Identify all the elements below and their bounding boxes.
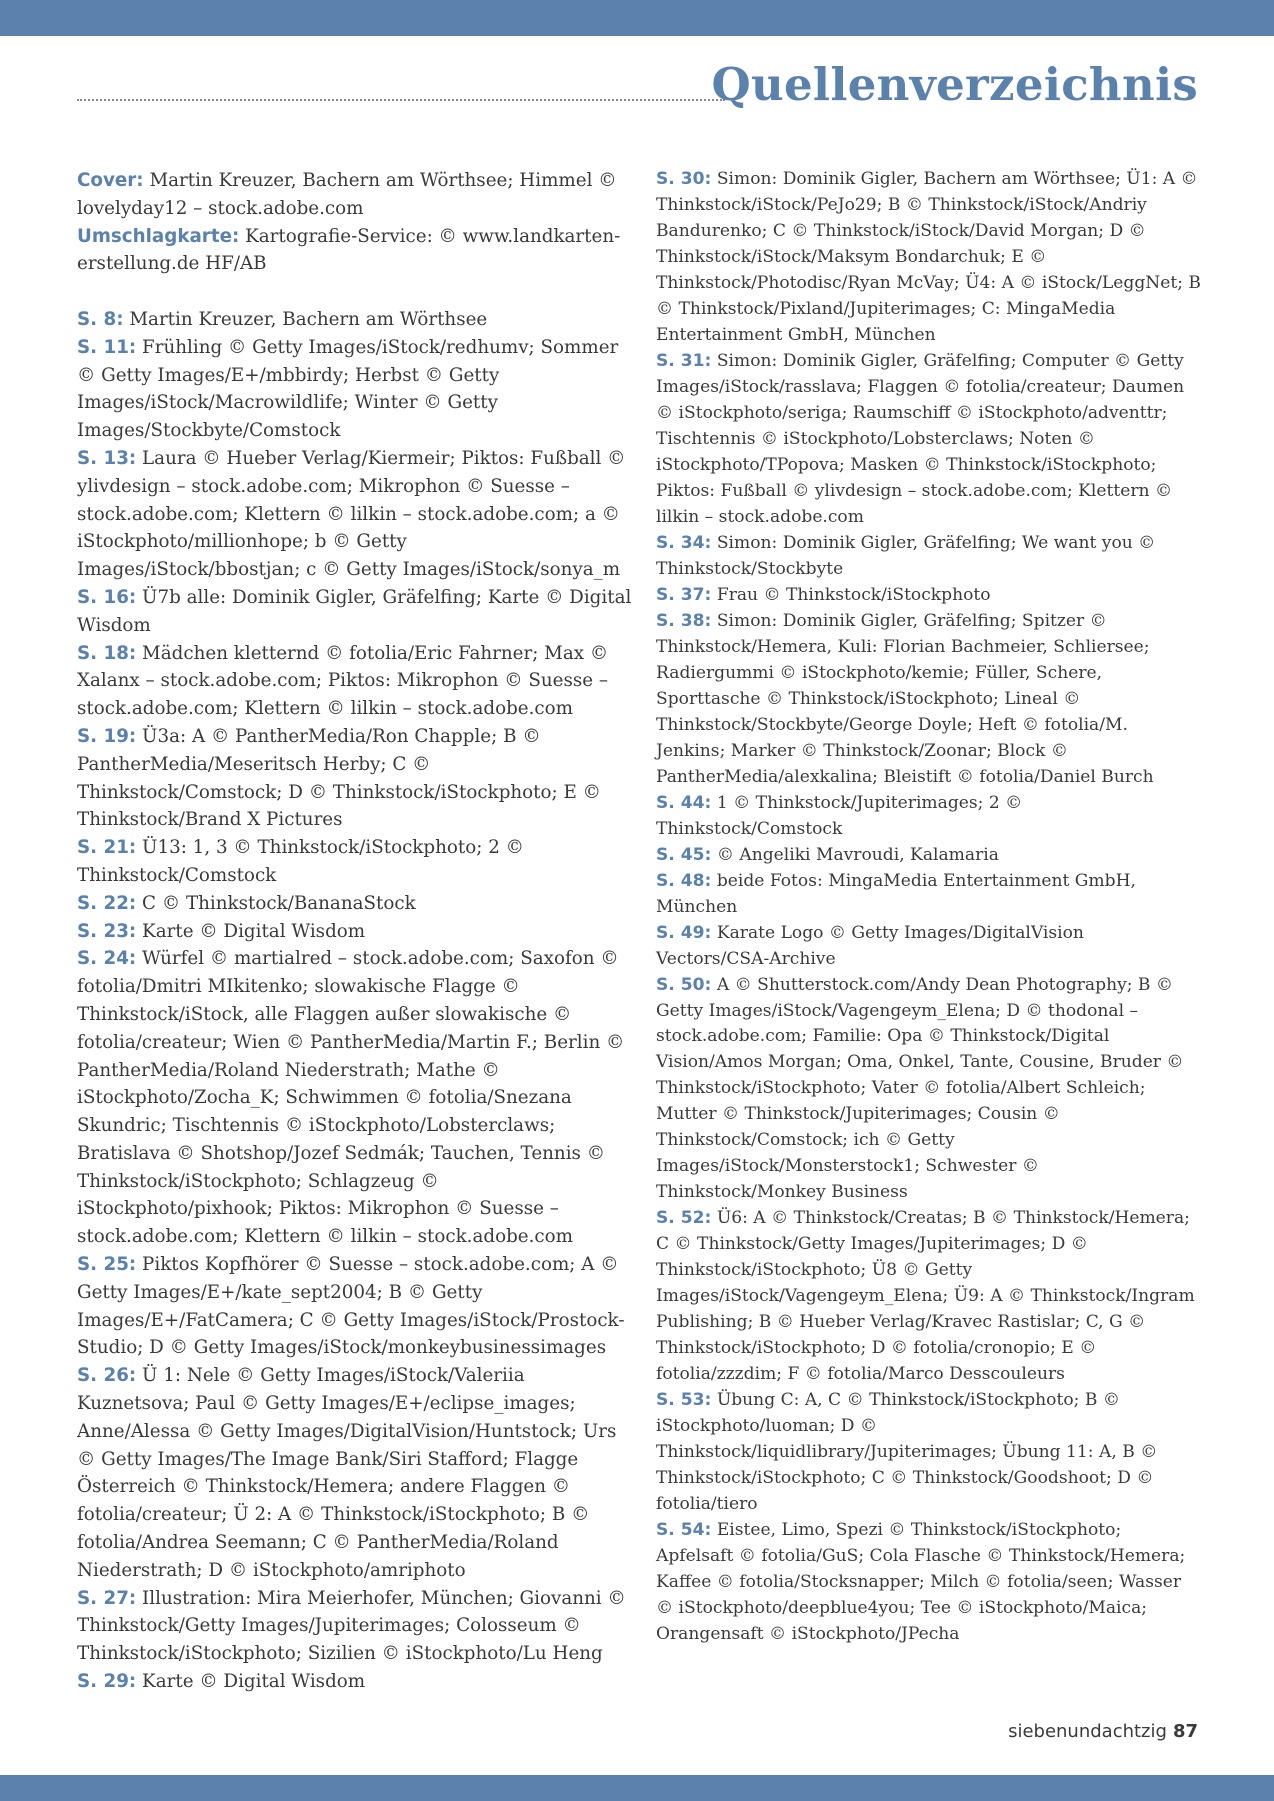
credit-text: Martin Kreuzer, Bachern am Wörthsee; Himmel © lovelyday12 – stock.adobe.com: [77, 170, 617, 219]
credit-text: Würfel © martialred – stock.adobe.com; Saxofon © fotolia/Dmitri MIkitenko; slowakische Flagge © Thinkstock/iStock, alle Flaggen außer slowakische © fotolia/createur; Wien © PantherMedia/Martin F.; Berlin © PantherMedia/Roland Niederstrath; Mathe © iStockphoto/Zocha_K; Schwimmen © fotolia/Snezana Skundric; Tischtennis © iStockphoto/Lobsterclaws; Bratislava © Shotshop/Jozef Sedmák; Tauchen, Tennis © Thinkstock/iStockphoto; Schlagzeug © iStockphoto/pixhook; Piktos: Mikrophon © Suesse – stock.adobe.com; Klettern © lilkin – stock.adobe.com: [77, 948, 625, 1248]
credit-label: S. 8:: [77, 308, 124, 330]
credit-text: 1 © Thinkstock/Jupiterimages; 2 © Thinkstock/Comstock: [656, 792, 1023, 839]
credit-label: S. 54:: [656, 1520, 712, 1541]
credit-entry: [656, 791, 1201, 843]
credit-entry: [77, 167, 632, 223]
credit-label: S. 48:: [656, 870, 712, 891]
credit-text: Ü13: 1, 3 © Thinkstock/iStockphoto; 2 © Thinkstock/Comstock: [77, 837, 524, 886]
credit-entry: [656, 921, 1201, 973]
credit-text: Ü 1: Nele © Getty Images/iStock/Valeriia Kuznetsova; Paul © Getty Images/E+/eclipse_images; Anne/Alessa © Getty Images/DigitalVision/Huntstock; Urs © Getty Images/The Image Bank/Siri Stafford; Flagge Österreich © Thinkstock/Hemera; andere Flaggen © fotolia/createur; Ü 2: A © Thinkstock/iStockphoto; B © fotolia/Andrea Seemann; C © PantherMedia/Roland Niederstrath; D © iStockphoto/amriphoto: [77, 1365, 617, 1581]
credit-label: S. 24:: [77, 948, 137, 970]
credit-label: S. 31:: [656, 350, 712, 371]
credit-label: S. 50:: [656, 974, 712, 995]
credit-entry: [77, 584, 632, 640]
credit-text: A © Shutterstock.com/Andy Dean Photography; B © Getty Images/iStock/Vagengeym_Elena; D © thodonal – stock.adobe.com; Familie: Opa © Thinkstock/Digital Vision/Amos Morgan; Oma, Onkel, Tante, Cousine, Bruder © Thinkstock/iStockphoto; Vater © fotolia/Albert Schleich; Mutter © Thinkstock/Jupiterimages; Cousin © Thinkstock/Comstock; ich © Getty Images/iStock/Monsterstock1; Schwester © Thinkstock/Monkey Business: [656, 974, 1184, 1203]
credit-label: S. 21:: [77, 837, 137, 859]
credit-label: S. 16:: [77, 586, 137, 608]
credit-entry: [656, 973, 1201, 1207]
credit-entry: [77, 1668, 632, 1696]
credit-text: Mädchen kletternd © fotolia/Eric Fahrner; Max © Xalanx – stock.adobe.com; Piktos: Mikrophon © Suesse – stock.adobe.com; Klettern © lilkin – stock.adobe.com: [77, 642, 609, 720]
credit-entry: [77, 306, 632, 334]
credit-text: Karate Logo © Getty Images/DigitalVision Vectors/CSA-Archive: [656, 922, 1084, 969]
credit-entry: [77, 918, 632, 946]
credit-label: S. 37:: [656, 584, 712, 605]
page-title: Quellenverzeichnis: [711, 58, 1198, 111]
credit-text: beide Fotos: MingaMedia Entertainment GmbH, München: [656, 870, 1136, 917]
top-accent-bar: [0, 0, 1274, 36]
credit-text: Karte © Digital Wisdom: [142, 920, 366, 942]
credit-text: Martin Kreuzer, Bachern am Wörthsee: [129, 308, 488, 330]
credit-label: S. 27:: [77, 1587, 137, 1609]
credit-text: Frau © Thinkstock/iStockphoto: [716, 584, 991, 605]
credit-text: Simon: Dominik Gigler, Gräfelfing; Computer © Getty Images/iStock/rasslava; Flaggen © fotolia/createur; Daumen © iStockphoto/seriga; Raumschiff © iStockphoto/adventtr; Tischtennis © iStockphoto/Lobsterclaws; Noten © iStockphoto/TPopova; Masken © Thinkstock/iStockphoto; Piktos: Fußball © ylivdesign – stock.adobe.com; Klettern © lilkin – stock.adobe.com: [656, 350, 1185, 527]
credits-column-right: [656, 167, 1201, 1648]
credit-entry: [656, 349, 1201, 531]
page-footer: [1008, 1721, 1198, 1742]
credit-label: S. 22:: [77, 892, 137, 914]
credit-label: S. 45:: [656, 844, 712, 865]
credit-label: Cover:: [77, 170, 144, 191]
credit-label: S. 23:: [77, 920, 137, 942]
credit-text: Simon: Dominik Gigler, Gräfelfing; Spitzer © Thinkstock/Hemera, Kuli: Florian Bachmeier, Schliersee; Radiergummi © iStockphoto/kemie; Füller, Schere, Sporttasche © Thinkstock/iStockphoto; Lineal © Thinkstock/Stockbyte/George Doyle; Heft © fotolia/M. Jenkins; Marker © Thinkstock/Zoonar; Block © PantherMedia/alexkalina; Bleistift © fotolia/Daniel Burch: [656, 610, 1154, 787]
credit-text: Übung C: A, C © Thinkstock/iStockphoto; B © iStockphoto/luoman; D © Thinkstock/liquidlibrary/Jupiterimages; Übung 11: A, B © Thinkstock/iStockphoto; C © Thinkstock/Goodshoot; D © fotolia/tiero: [656, 1390, 1158, 1515]
credit-entry: [77, 890, 632, 918]
credit-entry: [656, 1206, 1201, 1388]
credit-label: S. 13:: [77, 447, 137, 469]
credit-label: S. 29:: [77, 1671, 137, 1693]
credit-entry: [77, 945, 632, 1251]
credit-label: S. 49:: [656, 922, 712, 943]
credit-text: Illustration: Mira Meierhofer, München; Giovanni © Thinkstock/Getty Images/Jupiterimages; Colosseum © Thinkstock/iStockphoto; Sizilien © iStockphoto/Lu Heng: [77, 1587, 626, 1665]
credit-label: S. 25:: [77, 1254, 137, 1276]
credit-text: Kartografie-Service: © www.landkarten-erstellung.de HF/AB: [77, 225, 621, 275]
credit-text: Simon: Dominik Gigler, Gräfelfing; We want you © Thinkstock/Stockbyte: [656, 532, 1156, 579]
credit-label: S. 34:: [656, 532, 712, 553]
credit-entry: [77, 1585, 632, 1668]
credit-label: S. 30:: [656, 169, 712, 189]
credit-text: Ü3a: A © PantherMedia/Ron Chapple; B © PantherMedia/Meseritsch Herby; C © Thinkstock/Comstock; D © Thinkstock/iStockphoto; E © Thinkstock/Brand X Pictures: [77, 725, 601, 831]
credit-entry: [77, 1362, 632, 1584]
credits-column-left: [77, 167, 632, 1696]
credit-label: S. 26:: [77, 1365, 137, 1387]
credit-text: Eistee, Limo, Spezi © Thinkstock/iStockphoto; Apfelsaft © fotolia/GuS; Cola Flasche © Thinkstock/Hemera; Kaffee © fotolia/Stocksnapper; Milch © fotolia/seen; Wasser © iStockphoto/deepblue4you; Tee © iStockphoto/Maica; Orangensaft © iStockphoto/JPecha: [656, 1520, 1186, 1645]
credit-entry: [656, 1518, 1201, 1648]
credit-entry: [77, 445, 632, 584]
page-number-word: siebenundachtzig: [1008, 1721, 1167, 1742]
credit-entry: [656, 583, 1201, 609]
credit-label: S. 44:: [656, 792, 712, 813]
credit-entry: [77, 834, 632, 890]
credit-label: S. 38:: [656, 610, 712, 631]
credit-label: Umschlagkarte:: [77, 225, 240, 247]
credit-label: S. 52:: [656, 1208, 712, 1229]
credit-entry: [77, 1251, 632, 1362]
credit-text: Ü7b alle: Dominik Gigler, Gräfelfing; Karte © Digital Wisdom: [77, 586, 632, 636]
credit-entry: [77, 640, 632, 723]
page-number: 87: [1172, 1721, 1198, 1742]
credit-entry: [656, 609, 1201, 791]
credit-entry: [656, 1388, 1201, 1518]
credit-text: Piktos Kopfhörer © Suesse – stock.adobe.com; A © Getty Images/E+/kate_sept2004; B © Getty Images/E+/FatCamera; C © Getty Images/iStock/Prostock-Studio; D © Getty Images/iStock/monkeybusinessimages: [77, 1254, 625, 1359]
credit-label: S. 18:: [77, 642, 137, 664]
credit-text: C © Thinkstock/BananaStock: [142, 892, 416, 914]
credit-entry: [656, 531, 1201, 583]
credit-text: © Angeliki Mavroudi, Kalamaria: [716, 844, 999, 865]
credit-entry: [656, 843, 1201, 869]
credit-text: Simon: Dominik Gigler, Bachern am Wörthsee; Ü1: A © Thinkstock/iStock/PeJo29; B © Thinkstock/iStock/Andriy Bandurenko; C © Thinkstock/iStock/David Morgan; D © Thinkstock/iStock/Maksym Bondarchuk; E © Thinkstock/Photodisc/Ryan McVay; Ü4: A © iStock/LeggNet; B © Thinkstock/Pixland/Jupiterimages; C: MingaMedia Entertainment GmbH, München: [656, 169, 1201, 345]
credit-label: S. 53:: [656, 1390, 712, 1411]
credit-text: Karte © Digital Wisdom: [142, 1671, 366, 1693]
credit-entry: [77, 223, 632, 279]
credit-entry: [656, 167, 1201, 349]
credit-entry: [77, 723, 632, 834]
credit-text: Ü6: A © Thinkstock/Creatas; B © Thinkstock/Hemera; C © Thinkstock/Getty Images/Jupiterimages; D © Thinkstock/iStockphoto; Ü8 © Getty Images/iStock/Vagengeym_Elena; Ü9: A © Thinkstock/Ingram Publishing; B © Hueber Verlag/Kravec Rastislar; C, G © Thinkstock/iStockphoto; D © fotolia/cronopio; E © fotolia/zzzdim; F © fotolia/Marco Desscouleurs: [656, 1208, 1195, 1385]
credit-entry: [656, 869, 1201, 921]
title-dotted-rule: [77, 99, 725, 101]
credit-entry: [77, 334, 632, 445]
credit-label: S. 11:: [77, 336, 137, 358]
credit-text: Laura © Hueber Verlag/Kiermeir; Piktos: Fußball © ylivdesign – stock.adobe.com; Mikrophon © Suesse – stock.adobe.com; Klettern © lilkin – stock.adobe.com; a © iStockphoto/millionhope; b © Getty Images/iStock/bbostjan; c © Getty Images/iStock/sonya_m: [77, 447, 626, 581]
credit-label: S. 19:: [77, 725, 137, 747]
credit-text: Frühling © Getty Images/iStock/redhumv; Sommer © Getty Images/E+/mbbirdy; Herbst © Getty Images/iStock/Macrowildlife; Winter © Getty Images/Stockbyte/Comstock: [77, 336, 619, 442]
bottom-accent-bar: [0, 1775, 1274, 1801]
